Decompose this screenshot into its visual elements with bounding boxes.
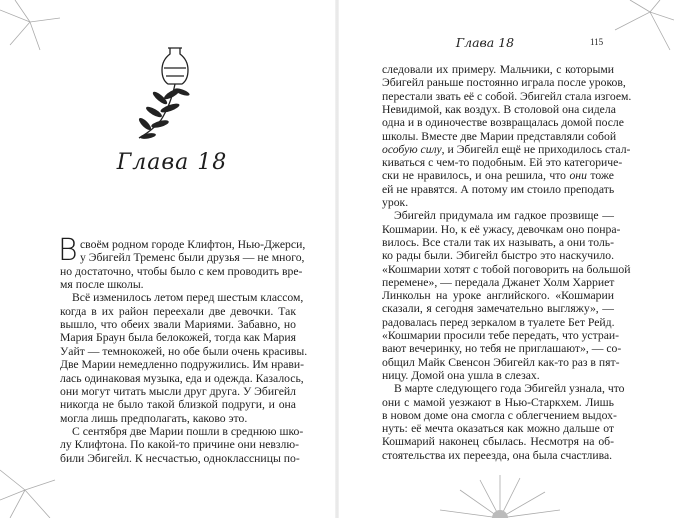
text-line: В марте следующего года Эбигейл узнала, что <box>394 382 625 396</box>
text-line: Невидимой, как воздух. В столовой она сидела <box>382 102 616 116</box>
text-line: когда в их район переехали две девочки. Так <box>60 304 296 318</box>
text-line <box>382 169 614 183</box>
text-line: радовалась перед зеркалом в туалете Бет Рейд. <box>382 315 615 329</box>
text-segment: ски не нравилось, и она решила, что <box>382 169 570 183</box>
text-line: били Эбигейл. К несчастью, одноклассницы по- <box>60 451 300 465</box>
crack-decoration-top-right <box>610 0 674 60</box>
text-line: Эбигейл раньше постоянно играла после уроков, <box>382 76 626 90</box>
text-segment: , и Эбигейл ещё не приходилось стал- <box>441 142 631 156</box>
text-line: киваться с чем-то подобным. Ей это категориче- <box>382 156 623 170</box>
chapter-title: Глава 18 <box>116 150 228 175</box>
text-line: Кошмарий наконец сбылась. Несмотря на об- <box>382 435 614 449</box>
text-line: но достаточно, чтобы было с кем проводить вре- <box>60 264 303 278</box>
crack-decoration-bottom-center <box>440 470 560 518</box>
text-line: урок. <box>382 196 409 209</box>
text-line: могла лишь предполагать, каково это. <box>60 411 248 425</box>
text-line: ей не нравятся. А потому им стоило преподать <box>382 182 615 196</box>
text-line: никогда не было такой близкой подруги, и она <box>60 398 296 412</box>
italic-text: они <box>569 169 587 183</box>
page-number: 115 <box>590 37 604 47</box>
text-line: нуть: её мечта оказаться как можно дальше от <box>382 422 614 436</box>
text-line: Две Марии немедленно подружились. Им нрави- <box>60 358 305 372</box>
text-line: они с мамой уезжают в Нью-Старкхем. Лишь <box>382 395 614 409</box>
text-line: общил Майк Свенсон Эбигейл как-то раз в пят- <box>382 355 620 369</box>
crack-decoration-bottom-left <box>0 430 60 518</box>
italic-text: особую силу <box>382 142 442 156</box>
text-line: «Кошмарии просили тебе передать, что устраи- <box>382 329 620 342</box>
text-line: следовали их примеру. Мальчики, с которыми <box>382 63 614 76</box>
text-line: Всё изменилось летом перед шестым классом, <box>72 291 304 305</box>
text-line: в новом доме она смогла с облегчением выдох- <box>382 408 617 422</box>
book-gutter <box>335 0 339 518</box>
text-segment: тоже <box>586 169 614 183</box>
text-line: своём родном городе Клифтон, Нью-Джерси, <box>80 238 306 251</box>
text-line: вают вечеринку, но тебя не приглашают», — со- <box>382 342 622 356</box>
drop-cap: В <box>58 233 78 268</box>
text-line: ко рады были. Эбигейл быстро это наскучило. <box>382 249 614 263</box>
text-line: перестали звать её с собой. Эбигейл стала изгоем. <box>382 89 632 103</box>
text-line: стоятельства их переезда, она была счастлива. <box>382 448 613 462</box>
text-line: одна и в одиночестве возвращалась домой после <box>382 116 624 130</box>
crack-decoration-top-left <box>0 0 70 60</box>
text-line: лу Клифтона. По какой-то причине они невзлю- <box>60 438 299 452</box>
text-line: перемене», — передала Джанет Холм Харриет <box>382 275 615 289</box>
text-line: Кошмарии. Но, к её ужасу, девочкам оно понра- <box>382 222 621 236</box>
text-line <box>382 142 631 157</box>
running-header: Глава 18 <box>455 35 515 50</box>
vase-with-branch-illustration <box>130 42 220 142</box>
text-line: Эбигейл придумала им гадкое прозвище — <box>394 209 614 223</box>
text-line: у Эбигейл Тременс были друзья — не много, <box>80 251 305 265</box>
text-line: вилось. Все стали так их называть, а они толь- <box>382 235 614 249</box>
text-line: школы. Вместе две Марии представляли собой <box>382 129 617 143</box>
text-line: они могут читать мысли друг друга. У Эбигейл <box>60 384 296 398</box>
text-line: Уайт — темнокожей, но обе были очень красивы. <box>60 344 308 358</box>
text-line: мя после школы. <box>60 278 144 292</box>
text-line: ницу. Домой она ушла в слезах. <box>382 368 540 382</box>
text-line: вышло, что обеих звали Мариями. Забавно, но <box>60 318 296 332</box>
text-line: Мария Браун была белокожей, тогда как Мария <box>60 331 296 345</box>
text-line: «Кошмарии хотят с тобой поговорить на большой <box>382 262 631 276</box>
text-line: сказали, я сегодня замечательно выгляжу», — <box>382 302 614 316</box>
text-line: лась одинаковая музыка, еда и одежда. Казалось, <box>60 371 304 385</box>
text-line: Линкольн на уроке английского. «Кошмарии <box>382 289 614 303</box>
text-line: С сентября две Марии пошли в среднюю шко- <box>72 424 304 438</box>
